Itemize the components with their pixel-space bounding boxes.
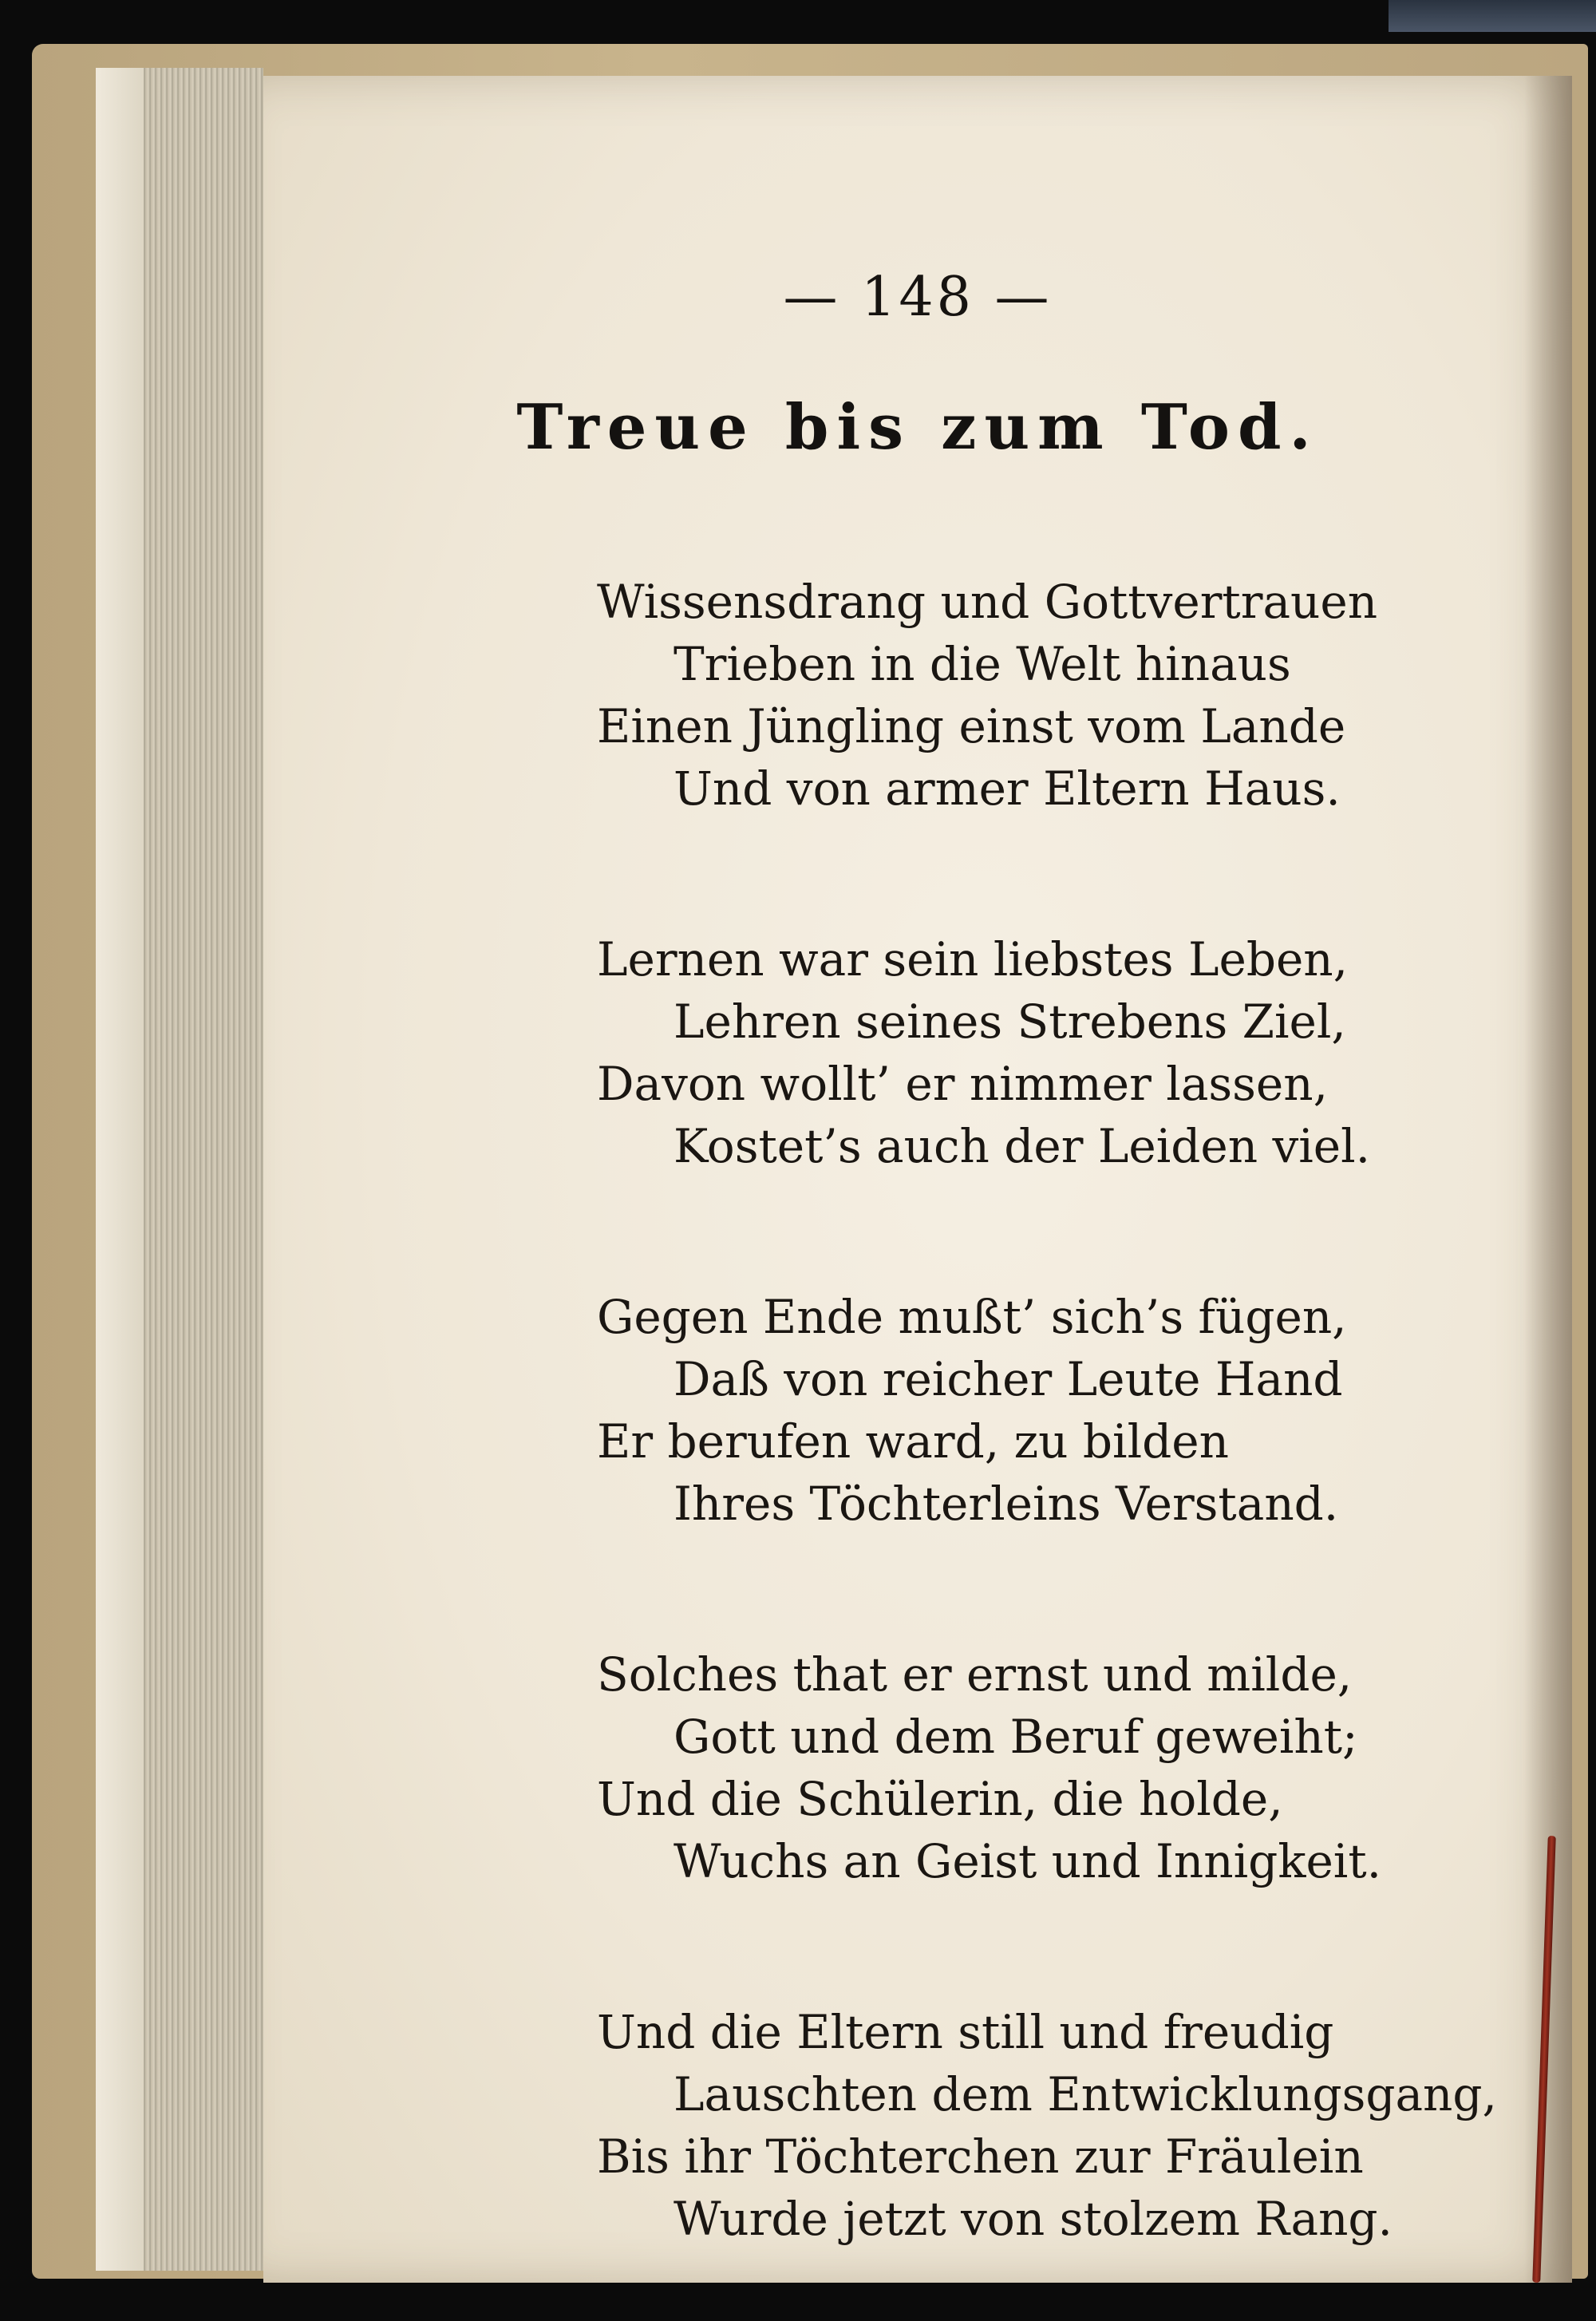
poem-line: Trieben in die Welt hinaus [674, 637, 1291, 691]
poem-line: Lernen war sein liebstes Leben, [597, 932, 1349, 987]
poem-line: Wuchs an Geist und Innigkeit. [674, 1834, 1382, 1888]
stanza-3 [597, 1286, 1555, 1535]
poem-line: Und von armer Eltern Haus. [674, 761, 1341, 816]
poem-line: Kostet’s auch der Leiden viel. [674, 1119, 1371, 1173]
poem-line: Solches that er ernst und milde, [597, 1647, 1353, 1702]
page-edges [96, 68, 263, 2271]
poem-line: Und die Schülerin, die holde, [597, 1772, 1283, 1826]
stanza-1 [597, 571, 1555, 820]
poem-line: Er berufen ward, zu bilden [597, 1414, 1229, 1469]
poem-line: Wurde jetzt von stolzem Rang. [674, 2192, 1393, 2246]
poem-line: Wissensdrang und Gottvertrauen [597, 575, 1378, 629]
poem-line: Davon wollt’ er nimmer lassen, [597, 1057, 1329, 1111]
poem-line: Ihres Töchterleins Verstand. [674, 1477, 1339, 1531]
stanza-2 [597, 928, 1555, 1177]
poem-line: Gott und dem Beruf geweiht; [674, 1710, 1358, 1764]
stanza-4 [597, 1643, 1555, 1892]
poem-line: Einen Jüngling einst vom Lande [597, 699, 1346, 753]
poem-line: Lauschten dem Entwicklungsgang, [674, 2067, 1497, 2121]
poem-line: Bis ihr Töchterchen zur Fräulein [597, 2129, 1364, 2184]
page-number: — 148 — [783, 266, 1053, 329]
poem-body [597, 571, 1555, 2321]
poem-line: Daß von reicher Leute Hand [674, 1352, 1343, 1406]
book-spine [1389, 0, 1596, 32]
book-page [263, 76, 1572, 2283]
poem-line: Und die Eltern still und freudig [597, 2005, 1334, 2059]
poem-title: Treue bis zum Tod. [516, 391, 1319, 464]
poem-line: Lehren seines Strebens Ziel, [674, 994, 1346, 1049]
stanza-5 [597, 2001, 1555, 2250]
poem-line: Gegen Ende mußt’ sich’s fügen, [597, 1290, 1347, 1344]
